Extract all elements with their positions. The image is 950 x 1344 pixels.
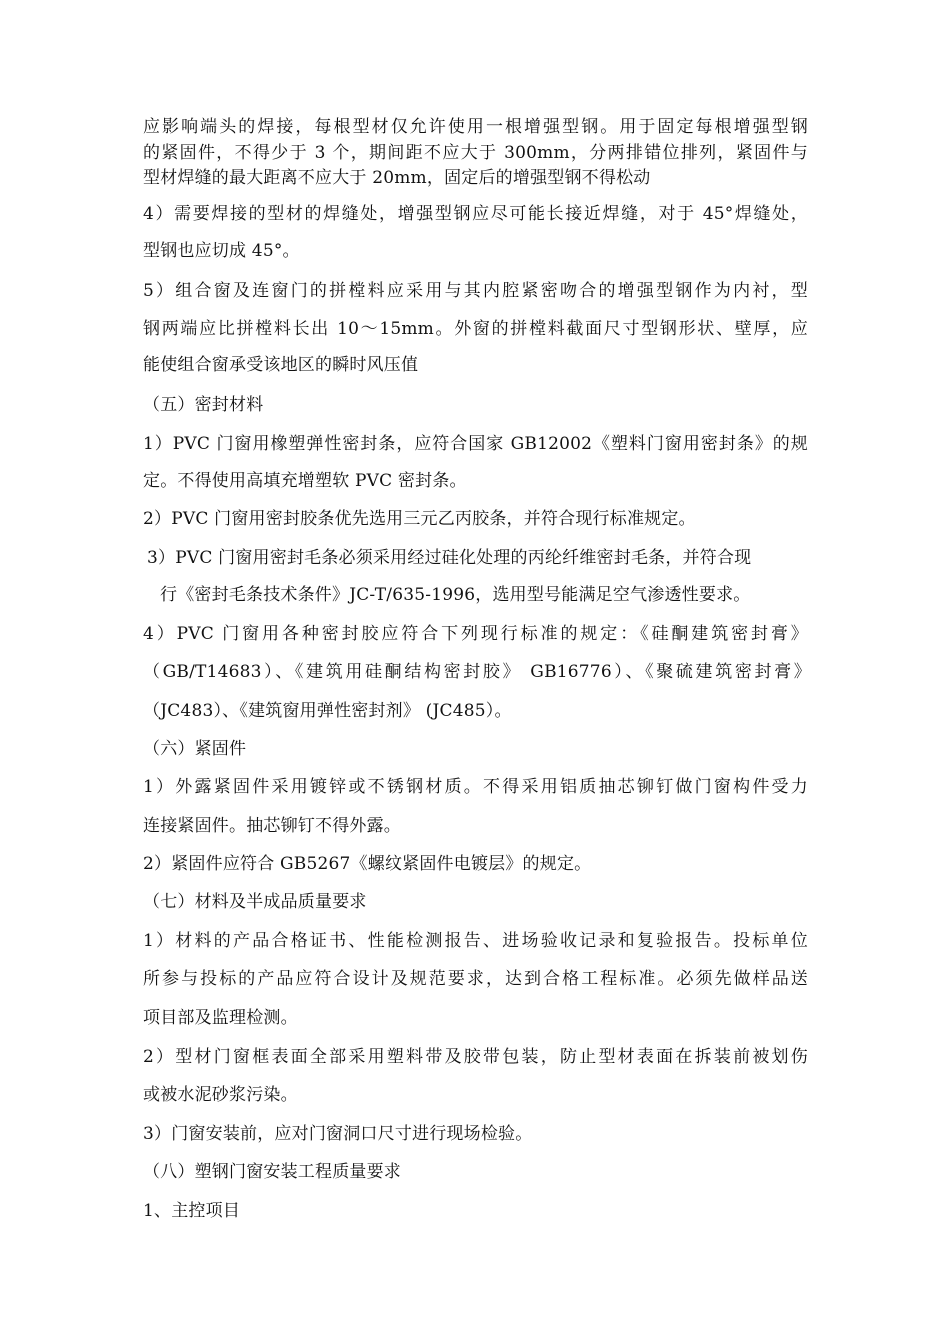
text-line: 1）外露紧固件采用镀锌或不锈钢材质。不得采用铝质抽芯铆钉做门窗构件受力	[143, 777, 808, 797]
text-line: 2）型材门窗框表面全部采用塑料带及胶带包装，防止型材表面在拆装前被划伤	[143, 1047, 808, 1067]
section-heading: （七）材料及半成品质量要求	[143, 892, 367, 912]
text-line: 1）材料的产品合格证书、性能检测报告、进场验收记录和复验报告。投标单位	[143, 931, 808, 951]
section-heading: （八）塑钢门窗安装工程质量要求	[143, 1162, 401, 1182]
text-line: 1）PVC 门窗用橡塑弹性密封条，应符合国家 GB12002《塑料门窗用密封条》的规	[143, 434, 808, 454]
text-line: 4）PVC 门窗用各种密封胶应符合下列现行标准的规定：《硅酮建筑密封膏》	[143, 624, 808, 644]
section-heading: （五）密封材料	[143, 395, 264, 415]
text-line: 能使组合窗承受该地区的瞬时风压值	[143, 355, 419, 375]
text-line: 5）组合窗及连窗门的拼樘料应采用与其内腔紧密吻合的增强型钢作为内衬，型	[143, 281, 808, 301]
text-line: 钢两端应比拼樘料长出 10～15mm。外窗的拼樘料截面尺寸型钢形状、壁厚，应	[143, 319, 808, 339]
text-line: 3）门窗安装前，应对门窗洞口尺寸进行现场检验。	[143, 1124, 533, 1144]
text-line: 的紧固件，不得少于 3 个，期间距不应大于 300mm，分两排错位排列，紧固件与	[143, 143, 808, 163]
text-line: 连接紧固件。抽芯铆钉不得外露。	[143, 816, 401, 836]
text-line: 型钢也应切成 45°。	[143, 241, 300, 261]
text-line: 或被水泥砂浆污染。	[143, 1085, 298, 1105]
text-line: （GB/T14683）、《建筑用硅酮结构密封胶》 GB16776）、《聚硫建筑密封膏》	[143, 662, 811, 682]
text-line: 2）紧固件应符合 GB5267《螺纹紧固件电镀层》的规定。	[143, 854, 592, 874]
text-line: （JC483）、《建筑窗用弹性密封剂》 (JC485）。	[143, 701, 512, 721]
text-line: 所参与投标的产品应符合设计及规范要求，达到合格工程标准。必须先做样品送	[143, 969, 808, 989]
text-line: 行《密封毛条技术条件》JC-T/635-1996，选用型号能满足空气渗透性要求。	[160, 585, 751, 605]
text-line: 型材焊缝的最大距离不应大于 20mm，固定后的增强型钢不得松动	[143, 168, 651, 188]
text-line: 3）PVC 门窗用密封毛条必须采用经过硅化处理的丙纶纤维密封毛条，并符合现	[147, 548, 752, 568]
text-line: 4）需要焊接的型材的焊缝处，增强型钢应尽可能长接近焊缝，对于 45°焊缝处，	[143, 204, 808, 224]
text-line: 定。不得使用高填充增塑软 PVC 密封条。	[143, 471, 467, 491]
text-line: 2）PVC 门窗用密封胶条优先选用三元乙丙胶条，并符合现行标准规定。	[143, 509, 696, 529]
subsection-heading: 1、主控项目	[143, 1201, 241, 1221]
text-line: 项目部及监理检测。	[143, 1008, 298, 1028]
section-heading: （六）紧固件	[143, 739, 247, 759]
text-line: 应影响端头的焊接，每根型材仅允许使用一根增强型钢。用于固定每根增强型钢	[143, 117, 808, 137]
